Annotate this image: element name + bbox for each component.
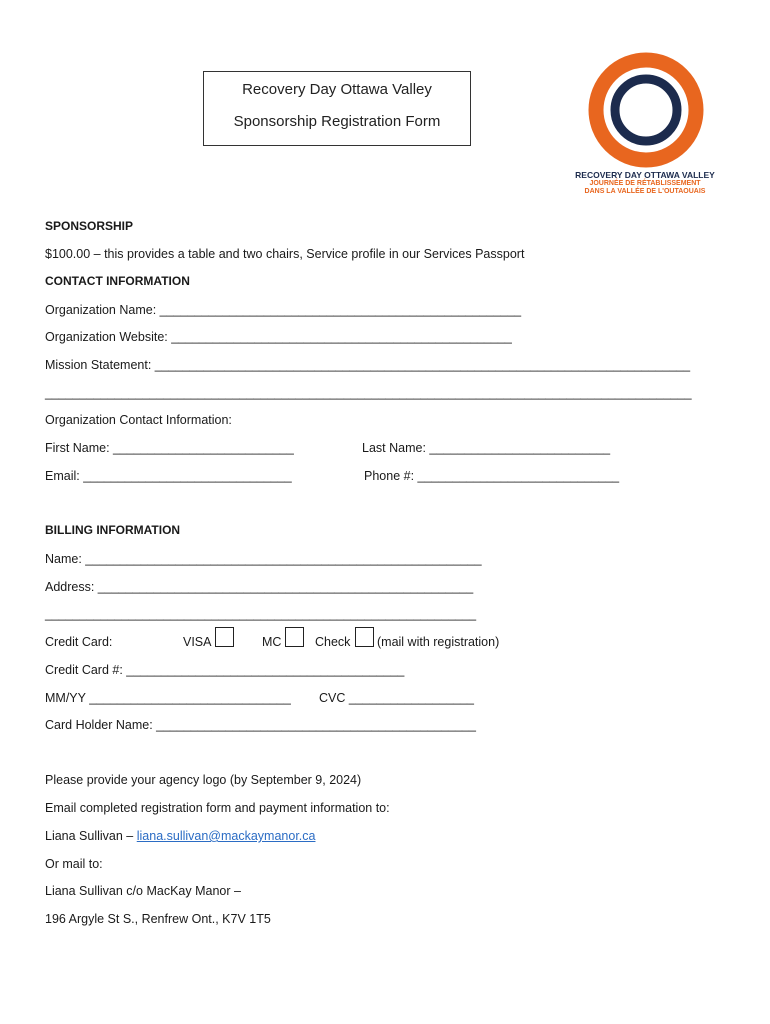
form-title-line2: Sponsorship Registration Form (233, 113, 441, 130)
first-name-field[interactable]: First Name: __________________________ (45, 441, 294, 455)
org-contact-label: Organization Contact Information: (45, 413, 232, 427)
title-box (203, 71, 471, 146)
contact-heading: CONTACT INFORMATION (45, 274, 190, 288)
billing-address-field[interactable]: Address: ______________________________________________________ (45, 580, 474, 594)
email-instructions: Email completed registration form and payment information to: (45, 801, 390, 815)
logo-note: Please provide your agency logo (by September 9, 2024) (45, 773, 362, 787)
logo-rings-icon (588, 52, 704, 168)
visa-checkbox[interactable] (215, 627, 234, 647)
check-checkbox[interactable] (355, 627, 374, 647)
contact-email-link[interactable]: liana.sullivan@mackaymanor.ca (136, 829, 316, 843)
mc-label: MC (262, 635, 282, 649)
form-title-line1: Recovery Day Ottawa Valley (242, 81, 432, 98)
phone-field[interactable]: Phone #: _____________________________ (364, 469, 620, 483)
mission-statement-continued[interactable]: _____________________________________________________________________________________________ (45, 386, 692, 400)
check-note: (mail with registration) (377, 635, 500, 649)
billing-address-continued[interactable]: ______________________________________________________________ (45, 607, 477, 621)
email-field[interactable]: Email: ______________________________ (45, 469, 292, 483)
org-name-field[interactable]: Organization Name: ____________________________________________________ (45, 303, 522, 317)
org-website-field[interactable]: Organization Website: _________________________________________________ (45, 330, 512, 344)
logo-name-fr-line2: DANS LA VALLÉE DE L'OUTAOUAIS (584, 188, 706, 195)
mc-checkbox[interactable] (285, 627, 304, 647)
contact-name: Liana Sullivan – (45, 829, 137, 843)
mail-note: Or mail to: (45, 857, 103, 871)
billing-heading: BILLING INFORMATION (45, 523, 181, 537)
expiry-field[interactable]: MM/YY _____________________________ (45, 691, 291, 705)
cvc-field[interactable]: CVC __________________ (319, 691, 474, 705)
billing-name-field[interactable]: Name: _________________________________________________________ (45, 552, 482, 566)
mission-statement-field[interactable]: Mission Statement: _____________________________________________________________________________ (45, 358, 691, 372)
logo-name-fr-line1: JOURNÉE DE RÉTABLISSEMENT (589, 180, 701, 187)
card-holder-field[interactable]: Card Holder Name: ______________________________________________ (45, 718, 476, 732)
mail-address: 196 Argyle St S., Renfrew Ont., K7V 1T5 (45, 912, 271, 926)
last-name-field[interactable]: Last Name: __________________________ (362, 441, 611, 455)
sponsorship-description: $100.00 – this provides a table and two chairs, Service profile in our Services Passport (45, 247, 525, 261)
sponsorship-heading: SPONSORSHIP (45, 219, 134, 233)
visa-label: VISA (183, 635, 212, 649)
contact-line (45, 828, 315, 844)
check-label: Check (315, 635, 351, 649)
credit-card-label: Credit Card: (45, 635, 113, 649)
card-number-field[interactable]: Credit Card #: ________________________________________ (45, 663, 405, 677)
logo-name-en: RECOVERY DAY OTTAWA VALLEY (575, 170, 715, 180)
mail-name: Liana Sullivan c/o MacKay Manor – (45, 884, 241, 898)
